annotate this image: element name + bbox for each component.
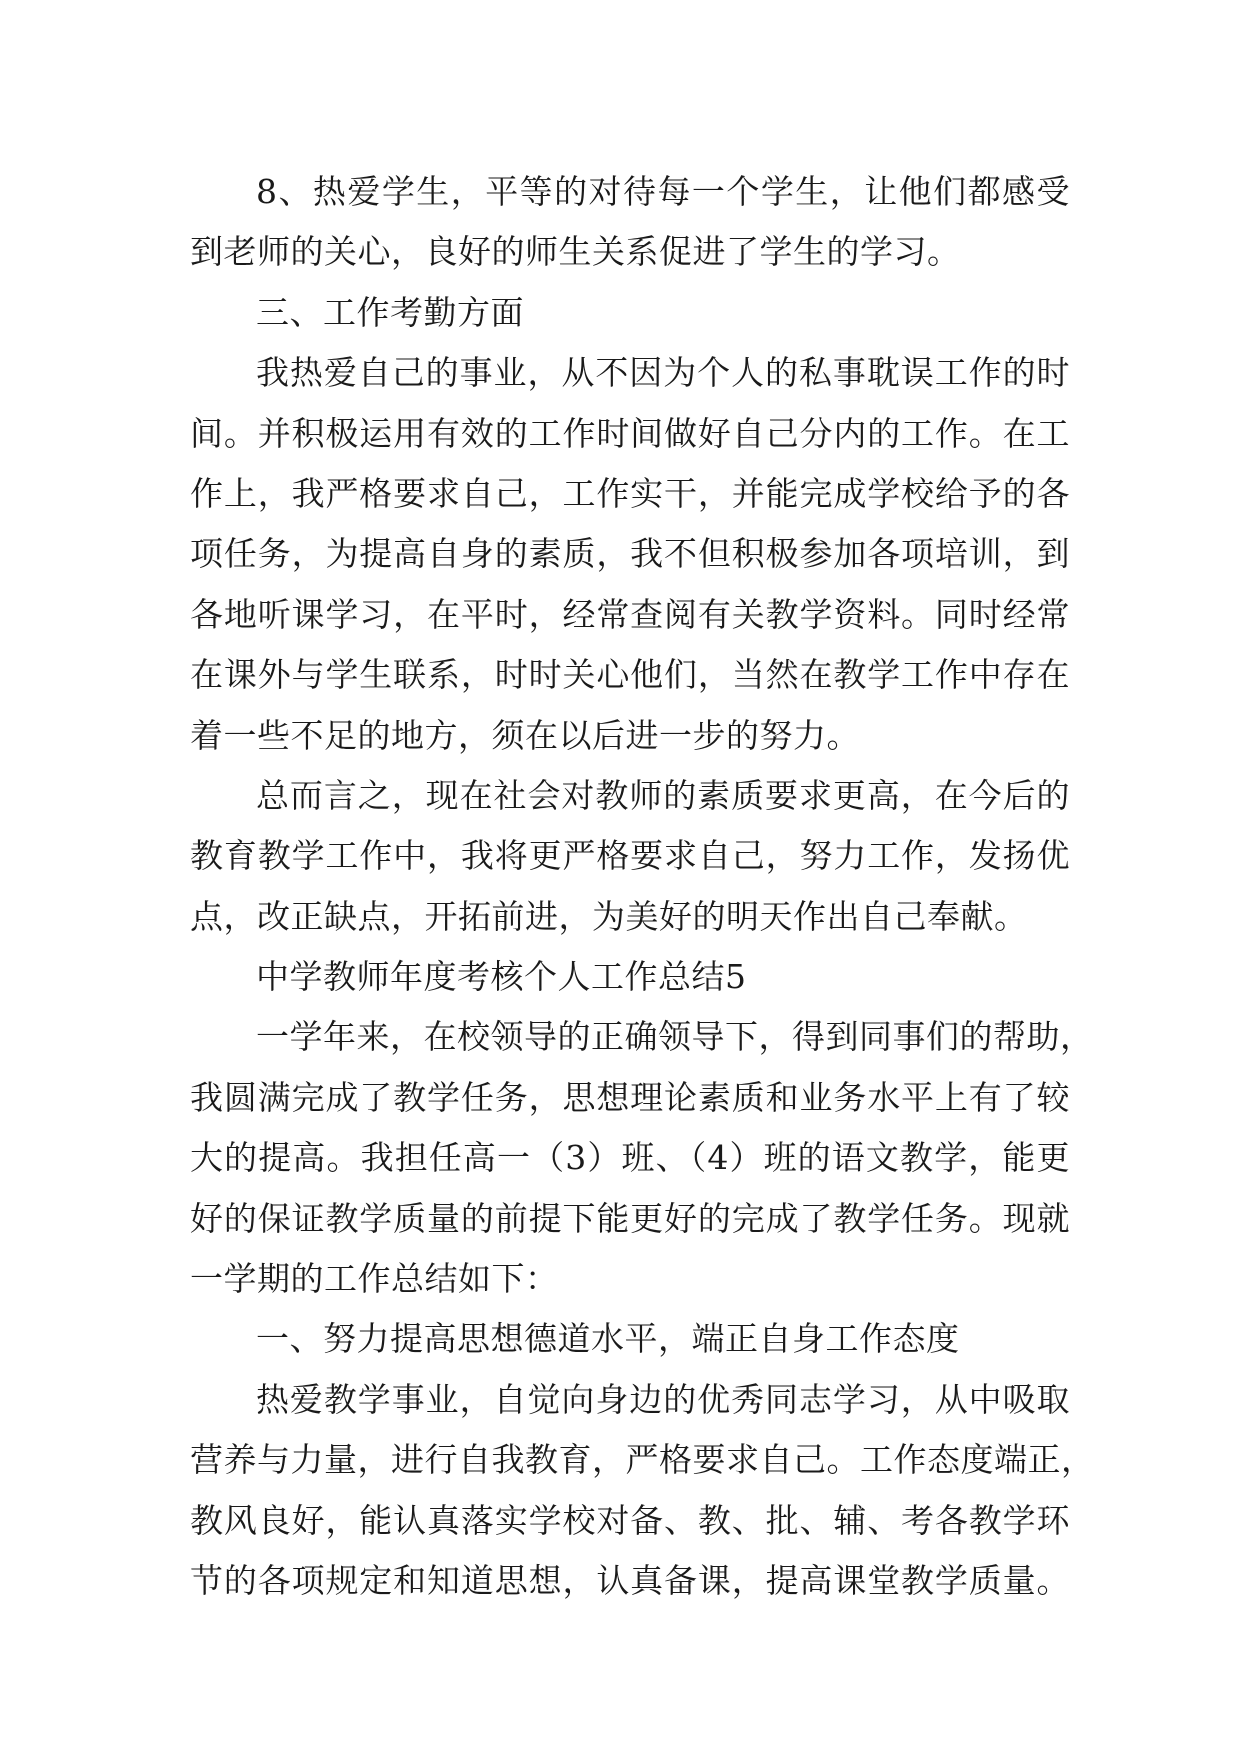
text-line: 三、工作考勤方面: [256, 292, 524, 332]
text-line: 着一些不足的地方，须在以后进一步的努力。: [190, 715, 860, 755]
text-line: 间。并积极运用有效的工作时间做好自己分内的工作。在工: [190, 413, 1070, 453]
text-line: 教风良好，能认真落实学校对备、教、批、辅、考各教学环: [190, 1500, 1070, 1540]
text-line: 在课外与学生联系，时时关心他们，当然在教学工作中存在: [190, 655, 1070, 695]
text-line: 8、热爱学生，平等的对待每一个学生，让他们都感受: [256, 172, 1070, 211]
text-line: 营养与力量，进行自我教育，严格要求自己。工作态度端正，: [190, 1440, 1095, 1480]
text-line: 热爱教学事业，自觉向身边的优秀同志学习，从中吸取: [256, 1379, 1070, 1419]
text-line: 节的各项规定和知道思想，认真备课，提高课堂教学质量。: [190, 1560, 1070, 1600]
text-line: 一学年来，在校领导的正确领导下，得到同事们的帮助，: [256, 1017, 1094, 1057]
text-line: 一学期的工作总结如下：: [190, 1259, 559, 1299]
text-line: 教育教学工作中，我将更严格要求自己，努力工作，发扬优: [190, 836, 1070, 876]
text-line: 好的保证教学质量的前提下能更好的完成了教学任务。现就: [190, 1198, 1070, 1238]
text-line: 一、努力提高思想德道水平，端正自身工作态度: [256, 1319, 960, 1359]
text-line: 大的提高。我担任高一（3）班、（4）班的语文教学，能更: [190, 1138, 1070, 1178]
text-line: 点，改正缺点，开拓前进，为美好的明天作出自己奉献。: [190, 896, 1028, 936]
text-line: 各地听课学习，在平时，经常查阅有关教学资料。同时经常: [190, 594, 1070, 634]
text-line: 我圆满完成了教学任务，思想理论素质和业务水平上有了较: [190, 1077, 1070, 1117]
text-line: 中学教师年度考核个人工作总结5: [256, 957, 747, 997]
text-line: 我热爱自己的事业，从不因为个人的私事耽误工作的时: [256, 353, 1070, 393]
text-line: 作上，我严格要求自己，工作实干，并能完成学校给予的各: [190, 473, 1070, 513]
text-line: 项任务，为提高自身的素质，我不但积极参加各项培训，到: [190, 534, 1070, 574]
text-line: 总而言之，现在社会对教师的素质要求更高，在今后的: [256, 775, 1070, 815]
text-line: 到老师的关心，良好的师生关系促进了学生的学习。: [190, 232, 961, 272]
document-body: [190, 162, 1095, 1611]
